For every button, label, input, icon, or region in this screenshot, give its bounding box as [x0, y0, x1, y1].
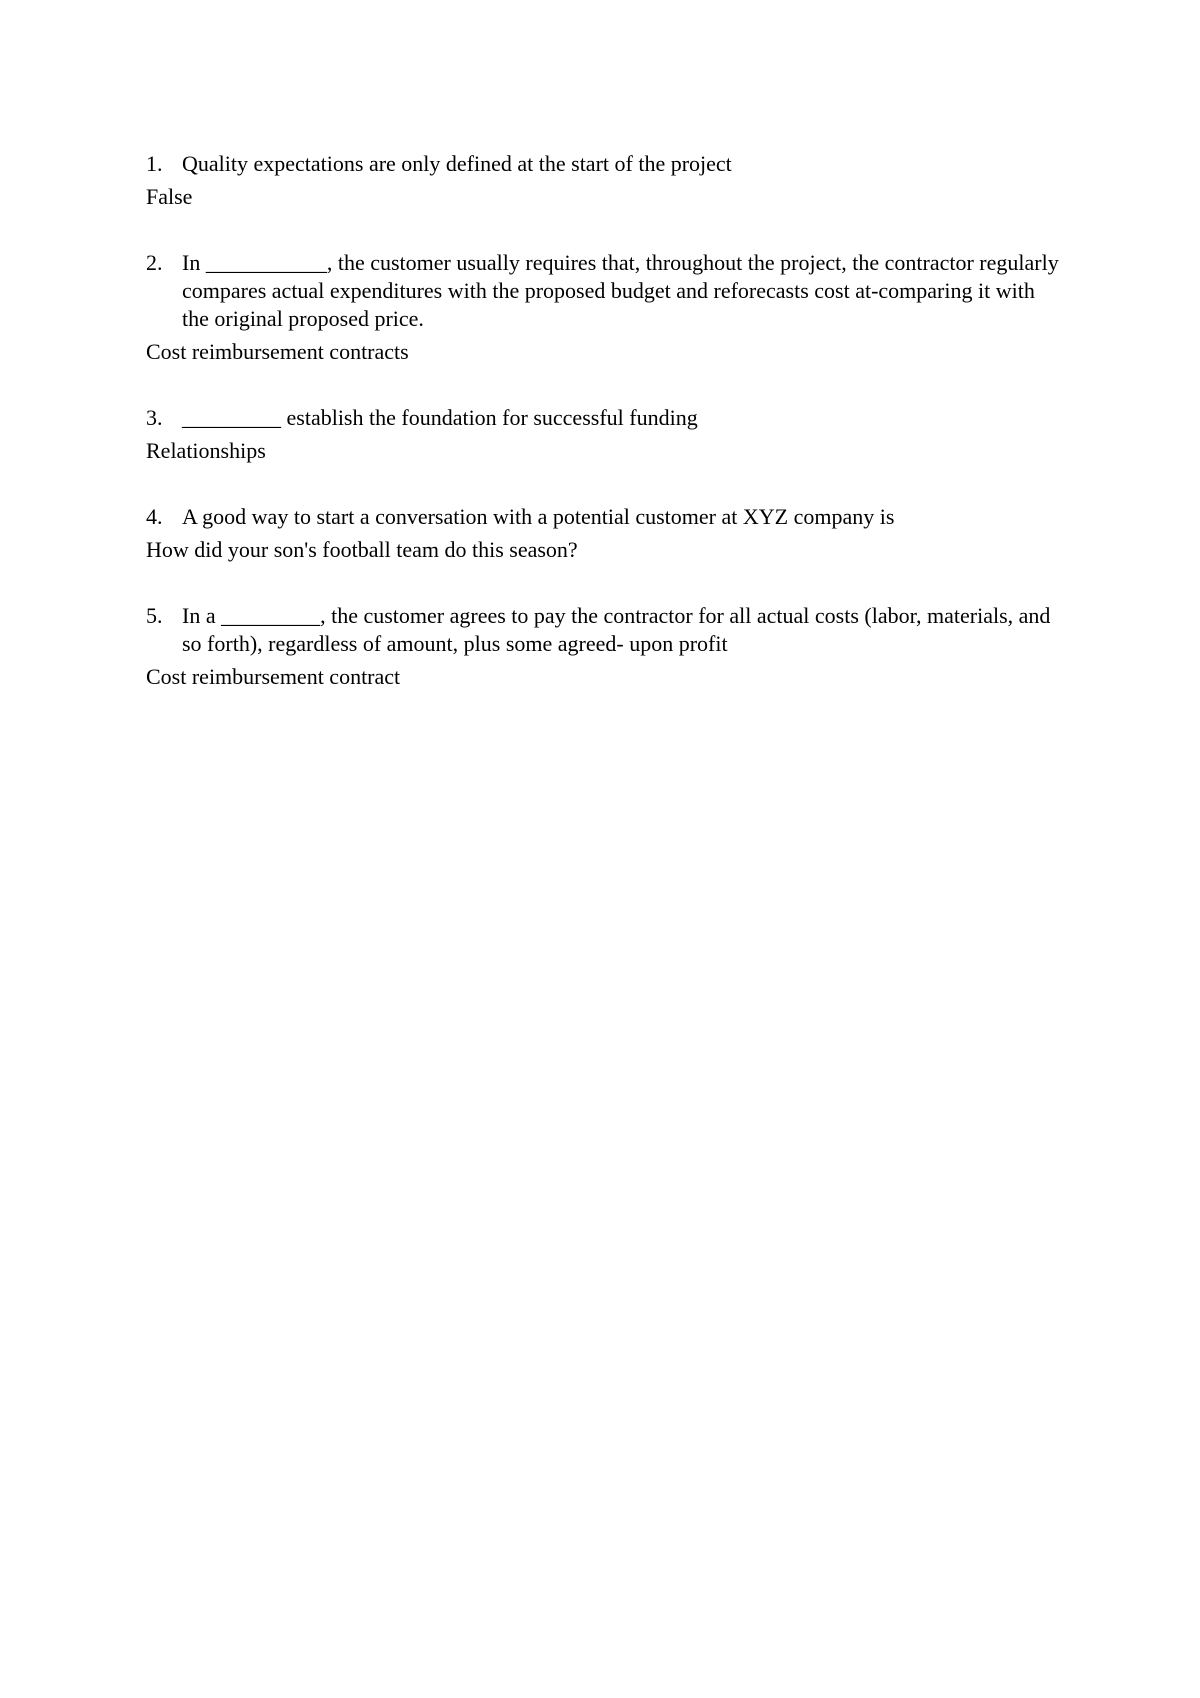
question-number: 3. — [146, 405, 163, 430]
answer-text: Relationships — [146, 438, 266, 463]
qa-item-1 — [146, 150, 1066, 211]
qa-item-5 — [146, 602, 1066, 691]
question-text: In ___________, the customer usually requires that, throughout the project, the contractor regularly compares actual expenditures with the proposed budget and reforecasts cost at-comparing it with the original proposed price. — [182, 250, 1059, 331]
answer-text: Cost reimbursement contracts — [146, 339, 409, 364]
qa-list — [146, 150, 1066, 729]
answer-text: Cost reimbursement contract — [146, 664, 401, 689]
qa-item-4 — [146, 503, 1066, 564]
qa-item-3 — [146, 404, 1066, 465]
qa-item-2 — [146, 249, 1066, 366]
question-text: In a _________, the customer agrees to pay the contractor for all actual costs (labor, materials, and so forth), regardless of amount, plus some agreed- upon profit — [182, 603, 1051, 656]
question-text: A good way to start a conversation with a potential customer at XYZ company is — [182, 504, 895, 529]
question-row — [146, 602, 1066, 658]
answer-text: False — [146, 184, 193, 209]
question-number: 5. — [146, 603, 163, 628]
question-row — [146, 150, 1066, 178]
question-row — [146, 404, 1066, 432]
question-text: Quality expectations are only defined at the start of the project — [182, 151, 732, 176]
question-number: 4. — [146, 504, 163, 529]
question-number: 1. — [146, 151, 163, 176]
question-text: _________ establish the foundation for successful funding — [182, 405, 698, 430]
question-number: 2. — [146, 250, 163, 275]
question-row — [146, 249, 1066, 333]
question-row — [146, 503, 1066, 531]
answer-text: How did your son's football team do this season? — [146, 537, 578, 562]
